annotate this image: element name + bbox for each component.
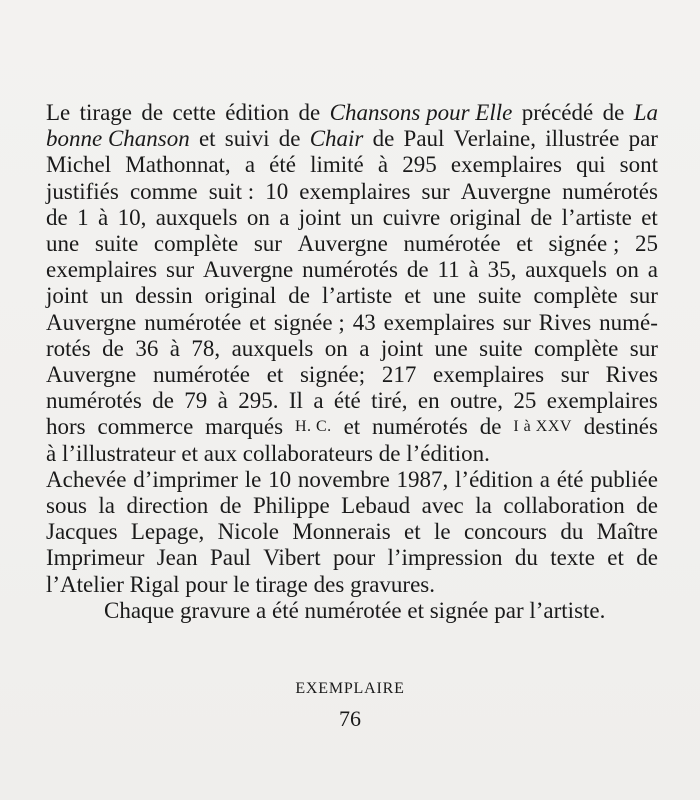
colophon-line: justifiés comme suit : 10 exemplaires sur Auvergne numérotés — [46, 178, 658, 204]
colophon-text — [46, 100, 658, 624]
hors-commerce-mark: H. C. — [294, 418, 332, 436]
colophon-line: de 1 à 10, auxquels on a joint un cuivre original de l’artiste et — [46, 204, 658, 230]
colophon-line: sous la direction de Philippe Lebaud avec la collaboration de — [46, 493, 658, 519]
colophon-line: Le tirage de cette édition de Chansons pour Elle précédé de La — [46, 100, 658, 125]
colophon-line: Imprimeur Jean Paul Vibert pour l’impression du texte et de — [46, 545, 658, 571]
colophon-line: joint un dessin original de l’artiste et une suite complète sur — [46, 283, 658, 309]
colophon-line: Jacques Lepage, Nicole Monnerais et le concours du Maître — [46, 519, 658, 545]
book-title: bonne Chanson — [46, 126, 190, 152]
colophon-line: l’Atelier Rigal pour le tirage des gravures. — [46, 571, 435, 597]
colophon-line: bonne Chanson et suivi de Chair de Paul Verlaine, illustrée par — [46, 126, 658, 152]
colophon-line: exemplaires sur Auvergne numérotés de 11 à 35, auxquels on a — [46, 257, 658, 283]
colophon-line: Auvergne numérotée et signée ; 43 exemplaires sur Rives numé- — [46, 309, 658, 335]
colophon-line: hors commerce marqués H. C. et numérotés de I à XXV destinés — [46, 414, 658, 440]
colophon-line: rotés de 36 à 78, auxquels on a joint une suite complète sur — [46, 335, 658, 361]
book-title: Chair — [309, 126, 364, 152]
exemplaire-number: 76 — [339, 706, 361, 731]
colophon-line: Michel Mathonnat, a été limité à 295 exemplaires qui sont — [46, 152, 658, 178]
colophon-line: Auvergne numérotée et signée; 217 exemplaires sur Rives — [46, 362, 658, 388]
colophon-line: à l’illustrateur et aux collaborateurs de l’édition. — [46, 440, 490, 466]
colophon-line: une suite complète sur Auvergne numérotée et signée ; 25 — [46, 231, 658, 257]
colophon-line: numérotés de 79 à 295. Il a été tiré, en outre, 25 exemplaires — [46, 388, 658, 414]
book-title: La — [633, 100, 658, 125]
colophon-line: Achevée d’imprimer le 10 novembre 1987, l’édition a été publiée — [46, 466, 658, 492]
colophon-line: Chaque gravure a été numérotée et signée par l’artiste. — [104, 597, 606, 623]
roman-numeral-range: I à XXV — [513, 418, 572, 436]
exemplaire-label: EXEMPLAIRE — [295, 680, 405, 697]
book-title: Chansons pour Elle — [329, 100, 513, 125]
